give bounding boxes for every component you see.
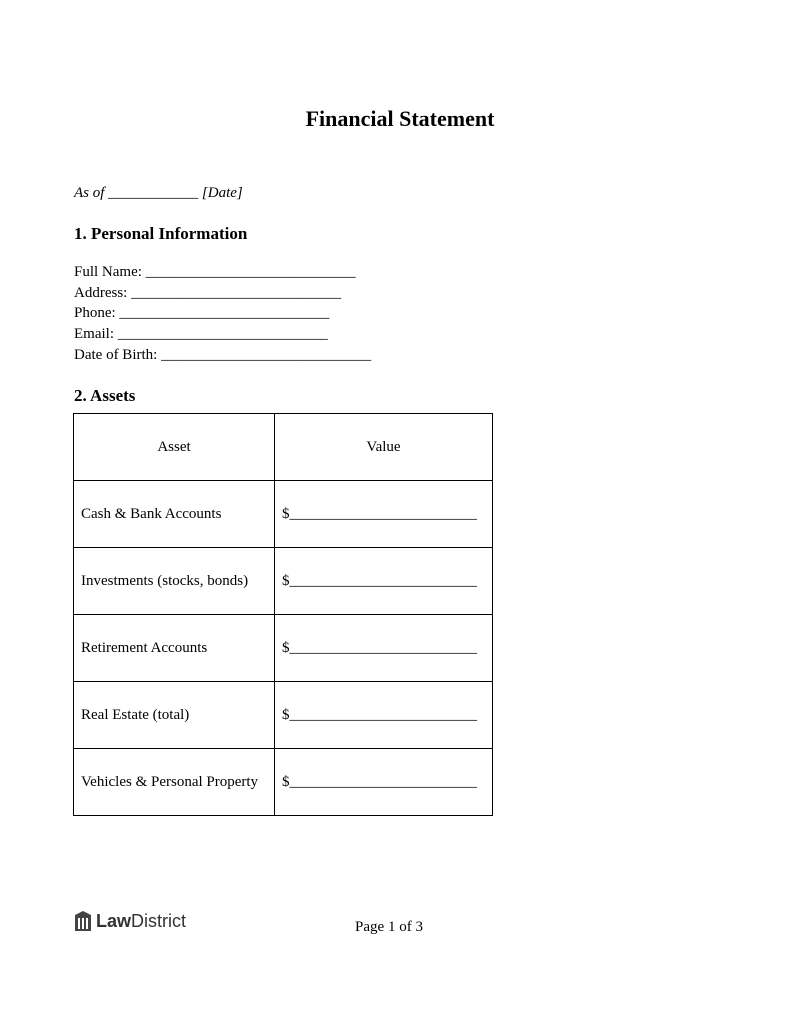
personal-information-heading: 1. Personal Information — [74, 224, 248, 243]
phone-label: Phone: — [74, 305, 116, 322]
assets-table — [73, 413, 493, 816]
personal-information-fields — [74, 262, 371, 366]
value-cell: $_________________________ — [275, 749, 493, 816]
address-blank: ____________________________ — [131, 284, 342, 301]
date-of-birth-label: Date of Birth: — [74, 346, 158, 363]
value-cell: $_________________________ — [275, 682, 493, 749]
asset-cell: Retirement Accounts — [74, 615, 275, 682]
full-name-label: Full Name: — [74, 264, 142, 280]
value-column-header: Value — [275, 414, 493, 481]
full-name-blank: ____________________________ — [145, 264, 356, 280]
email-label: Email: — [74, 326, 114, 343]
table-row — [74, 615, 493, 682]
asset-column-header: Asset — [74, 414, 275, 481]
full-name-field — [74, 262, 371, 283]
asset-cell: Investments (stocks, bonds) — [74, 548, 275, 615]
value-cell: $_________________________ — [275, 548, 493, 615]
table-row — [74, 548, 493, 615]
assets-heading: 2. Assets — [74, 386, 136, 405]
table-row — [74, 481, 493, 548]
address-label: Address: — [74, 284, 128, 301]
date-of-birth-field — [74, 345, 371, 366]
email-blank: ____________________________ — [117, 326, 328, 343]
asset-cell: Cash & Bank Accounts — [74, 481, 275, 548]
address-field — [74, 283, 371, 304]
logo-text-district: District — [131, 910, 187, 931]
email-field — [74, 324, 371, 345]
logo-text-law: Law — [96, 910, 132, 931]
page-number: Page 1 of 3 — [355, 919, 423, 935]
table-row — [74, 682, 493, 749]
table-row — [74, 749, 493, 816]
asset-cell: Real Estate (total) — [74, 682, 275, 749]
phone-blank: ____________________________ — [119, 305, 330, 322]
document-title: Financial Statement — [305, 106, 495, 131]
date-of-birth-blank: ____________________________ — [161, 346, 372, 363]
value-cell: $_________________________ — [275, 615, 493, 682]
phone-field — [74, 303, 371, 324]
as-of-date-line: As of ____________ [Date] — [74, 185, 243, 201]
assets-table-header-row — [74, 414, 493, 481]
asset-cell: Vehicles & Personal Property — [74, 749, 275, 816]
value-cell: $_________________________ — [275, 481, 493, 548]
